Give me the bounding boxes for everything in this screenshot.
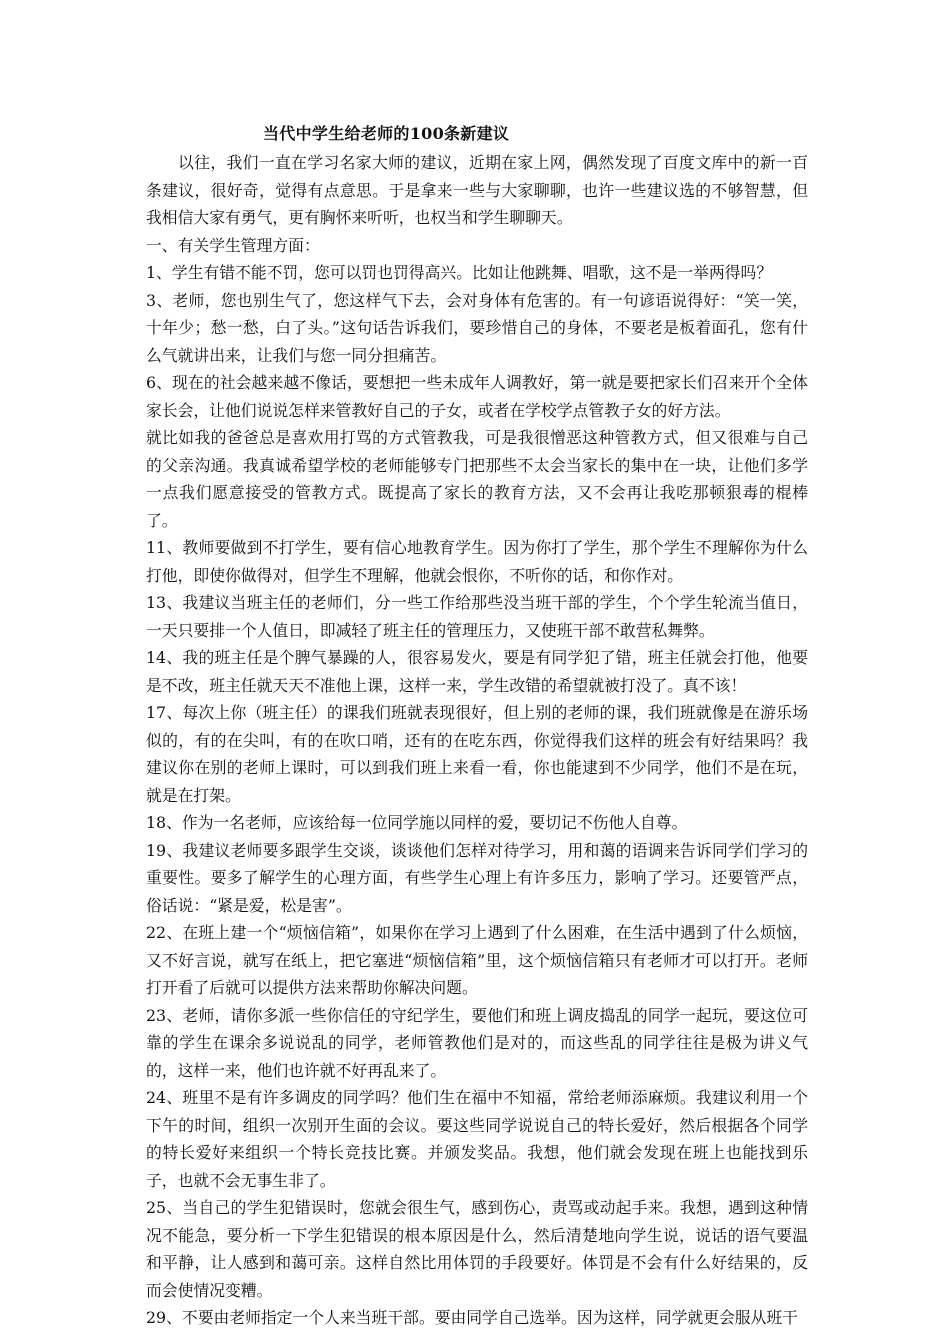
- suggestion-item-14: 14、我的班主任是个脾气暴躁的人，很容易发火，要是有同学犯了错，班主任就会打他，他要是不改，班主任就天天不准他上课，这样一来，学生改错的希望就被打没了。真不该！: [146, 648, 808, 695]
- suggestion-item-23: 23、老师，请你多派一些你信任的守纪学生，要他们和班上调皮捣乱的同学一起玩，要这位可靠的学生在课余多说说乱的同学，老师管教他们是对的，而这些乱的同学往往是极为讲义气的，这样一来，他们也许就不好再乱来了。: [146, 1005, 808, 1080]
- document-title: 当代中学生给老师的100条新建议: [263, 124, 510, 143]
- suggestion-item-19: 19、我建议老师要多跟学生交谈，谈谈他们怎样对待学习，用和蔼的语调来告诉同学们学习的重要性。要多了解学生的心理方面，有些学生心理上有许多压力，影响了学习。还要管严点，俗话说：“紧是爱，松是害”。: [146, 840, 808, 915]
- suggestion-item-17: 17、每次上你（班主任）的课我们班就表现很好，但上别的老师的课，我们班就像是在游乐场似的，有的在尖叫，有的在吹口哨，还有的在吃东西，你觉得我们这样的班会有好结果吗？我建议你在别的老师上课时，可以到我们班上来看一看，你也能逮到不少同学，他们不是在玩，就是在打架。: [146, 703, 808, 805]
- suggestion-item-6-continued: 就比如我的爸爸总是喜欢用打骂的方式管教我，可是我很憎恶这种管教方式，但又很难与自己的父亲沟通。我真诚希望学校的老师能够专门把那些不太会当家长的集中在一块，让他们多学一点我们愿意接受的管教方式。既提高了家长的教育方法，又不会再让我吃那顿狠毒的棍棒了。: [146, 428, 808, 530]
- suggestion-item-18: 18、作为一名老师，应该给每一位同学施以同样的爱，要切记不伤他人自尊。: [146, 813, 688, 832]
- suggestion-item-3: 3、老师，您也别生气了，您这样气下去，会对身体有危害的。有一句谚语说得好：“笑一笑，十年少；愁一愁，白了头。”这句话告诉我们，要珍惜自己的身体，不要老是板着面孔，您有什么气就讲出来，让我们与您一同分担痛苦。: [146, 290, 808, 365]
- suggestion-item-1: 1、学生有错不能不罚，您可以罚也罚得高兴。比如让他跳舞、唱歌，这不是一举两得吗？: [146, 263, 773, 282]
- suggestion-item-29: 29、不要由老师指定一个人来当班干部。要由同学自己选举。因为这样，同学就更会服从班干: [146, 1308, 798, 1327]
- suggestion-item-6: 6、现在的社会越来越不像话，要想把一些未成年人调教好，第一就是要把家长们召来开个全体家长会，让他们说说怎样来管教好自己的子女，或者在学校学点管教子女的好方法。: [146, 373, 808, 420]
- section-heading: 一、有关学生管理方面：: [146, 235, 320, 255]
- document-page: [146, 121, 808, 1332]
- suggestion-item-24: 24、班里不是有许多调皮的同学吗？他们生在福中不知福，常给老师添麻烦。我建议利用一个下午的时间，组织一次别开生面的会议。要这些同学说说自己的特长爱好，然后根据各个同学的特长爱好来组织一个特长竞技比赛。并颁发奖品。我想，他们就会发现在班上也能找到乐子，也就不会无事生非了。: [146, 1088, 808, 1190]
- suggestion-item-11: 11、教师要做到不打学生，要有信心地教育学生。因为你打了学生，那个学生不理解你为什么打他，即使你做得对，但学生不理解，他就会恨你，不听你的话，和你作对。: [146, 538, 808, 585]
- suggestion-item-25: 25、当自己的学生犯错误时，您就会很生气，感到伤心，责骂或动起手来。我想，遇到这种情况不能急，要分析一下学生犯错误的根本原因是什么，然后清楚地向学生说，说话的语气要温和平静，让人感到和蔼可亲。这样自然比用体罚的手段要好。体罚是不会有什么好结果的，反而会使情况变糟。: [146, 1198, 808, 1300]
- suggestion-item-13: 13、我建议当班主任的老师们，分一些工作给那些没当班干部的学生，个个学生轮流当值日，一天只要排一个人值日，即减轻了班主任的管理压力，又使班干部不敢营私舞弊。: [146, 593, 808, 640]
- intro-paragraph: 以往，我们一直在学习名家大师的建议，近期在家上网，偶然发现了百度文库中的新一百条建议，很好奇，觉得有点意思。于是拿来一些与大家聊聊，也许一些建议选的不够智慧，但我相信大家有勇气，更有胸怀来听听，也权当和学生聊聊天。: [146, 153, 808, 227]
- suggestion-item-22: 22、在班上建一个“烦恼信箱”，如果你在学习上遇到了什么困难，在生活中遇到了什么烦恼，又不好言说，就写在纸上，把它塞进“烦恼信箱”里，这个烦恼信箱只有老师才可以打开。老师打开看了后就可以提供方法来帮助你解决问题。: [146, 923, 808, 997]
